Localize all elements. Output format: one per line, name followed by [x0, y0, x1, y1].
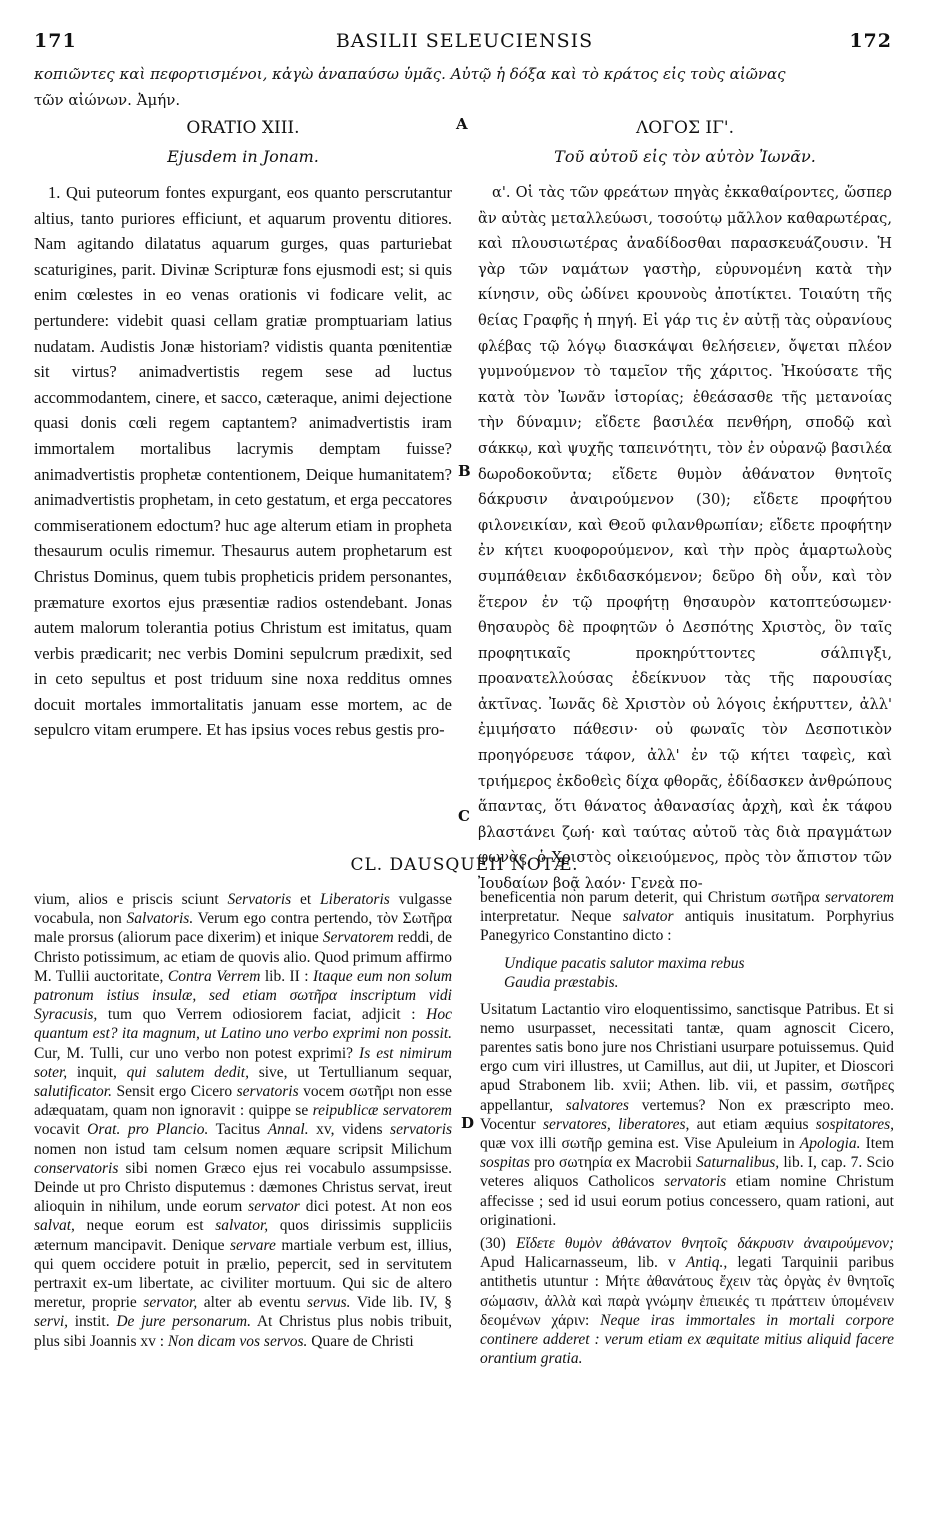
- notes-right-column: [480, 888, 894, 1368]
- text-run: servatores, liberatores,: [542, 1115, 690, 1133]
- text-run: Cur, M. Tulli, cur uno verbo non potest exprimi?: [34, 1044, 360, 1062]
- text-run: servi,: [34, 1313, 69, 1331]
- note-30: [480, 1234, 894, 1368]
- text-run: tum quo Verrem odiosiorem faciat, adjicit :: [97, 1006, 427, 1024]
- notes-right-paragraph-1: [480, 888, 894, 946]
- text-run: Non dicam vos servos.: [167, 1332, 308, 1350]
- text-run: xv, videns: [308, 1121, 391, 1139]
- text-run: salvatores: [565, 1096, 629, 1114]
- greek-paragraph: α'. Οἱ τὰς τῶν φρεάτων πηγὰς ἐκκαθαίροντες, ὥσπερ ἂν αὐτὰς μεταλλεύωσι, τοσούτῳ μᾶλλον καθαρωτέρας, καὶ πλουσιωτέρας ἀναδίδοσθαι παρασκευάζουσιν. Ἡ γὰρ τῶν ναμάτων γαστὴρ, εὐρυνομένη κατὰ τὴν κίνησιν, οὓς ὠδίνει κρουνοὺς ἀποτίκτει. Τοιαύτη τῆς θείας Γραφῆς ἡ πηγή. Εἰ γάρ τις ἐν αὐτῇ τὰς οὐρανίους φλέβας τῷ λόγῳ διασκάψαι θελήσειεν, ὄψεται πλέον γυμνούμενον τὸ ταμεῖον τῆς χάριτος. Ἠκούσατε τῆς κατὰ τὸν Ἰωνᾶν ἱστορίας; ἐθεάσασθε τῆς μετανοίας τὴν δύναμιν; εἴδετε βασιλέα πενθήρη, σποδῷ καὶ σάκκῳ, καὶ ψυχῆς ταπεινότητι, τὸν ἐν οὐρανῷ βασιλέα δωροδοκοῦντα; εἴδετε θυμὸν ἀθάνατον θνητοῖς δάκρυσιν ἀναιρούμενον (30); εἴδετε προφήτου φιλονεικίαν, καὶ Θεοῦ φιλανθρωπίαν; εἴδετε προφήτην ἐν κήτει κυοφορούμενον, καὶ τὴν πρὸς ἁμαρτωλοὺς συμπάθειαν ἐκδιδασκόμενον; δεῦρο δὴ οὖν, καὶ τὸν ἕτερον ἐν τῷ προφήτῃ θησαυρὸν κατοπτεύσωμεν· θησαυρὸς δὲ προφητῶν ὁ Δεσπότης Χριστὸς, ὃν ταῖς προφητικαῖς προκηρύττοντες σάλπιγξι, προανατελλούσας ἐδείκνυον τὰς τῆς παρουσίας ἀκτῖνας. Ἰωνᾶς δὲ Χριστὸν οὐ λόγοις ἐκήρυττεν, ἀλλ' ἐμιμήσατο πάθεσιν· οὐ φωναῖς τὸν Δεσποτικὸν προηγόρευσε τάφον, ἀλλ' ἐν τῷ κήτει ταφεὶς, καὶ τριήμερος ἐκδοθεὶς δίχα φθορᾶς, ἐδίδασκεν ἀνθρώπους ἅπαντας, ὅτι θάνατος ἀθανασίας ἀρχὴ, καὶ ἐκ τάφου βλαστάνει ζωή· καὶ ταύτας αὐτοῦ τὰς διὰ πραγμάτων φωνὰς, ὁ Χριστὸς οἰκειούμενος, πρὸς τὸν ἄπιστον τῶν Ἰουδαίων βοᾷ λαόν· Γενεὰ πο-: [478, 184, 892, 893]
- text-run: vocem σωτῆρι non esse adæquatam, quam non ignoravit : quippe se: [34, 1083, 452, 1120]
- text-run: quos dirissimis suppliciis æternum mancipavit. Denique: [34, 1217, 452, 1254]
- greek-oration-subtitle: Τοῦ αὐτοῦ εἰς τὸν αὐτὸν Ἰωνᾶν.: [554, 147, 816, 166]
- text-run: conservatoris: [34, 1159, 119, 1177]
- margin-letter-b: B: [458, 462, 471, 480]
- text-run: Orat. pro Plancio.: [87, 1121, 209, 1139]
- greek-oration-title: ΛΟΓΟΣ ΙΓ'.: [636, 118, 734, 138]
- latin-text-column: [34, 180, 452, 743]
- latin-oration-subtitle: Ejusdem in Jonam.: [167, 147, 319, 166]
- text-run: salutificator.: [34, 1083, 112, 1101]
- text-run: inquit,: [67, 1063, 127, 1081]
- text-run: servatorem: [824, 889, 894, 906]
- text-run: Item: [860, 1135, 895, 1153]
- text-run: Hoc quantum est? ita magnum, ut Latino uno verbo exprimi non possit.: [34, 1006, 452, 1043]
- text-run: aut etiam æquius: [689, 1115, 816, 1133]
- verse-line-2: Gaudia præstabis.: [504, 973, 619, 991]
- text-run: nomen non istud tam celsum nomen æquare scripsit Milichum: [34, 1140, 452, 1158]
- text-run: lib. I, cap. 7. Scio veteres aliquos Catholicos: [480, 1154, 895, 1191]
- page-number-right: 172: [849, 30, 892, 52]
- margin-letter-c: C: [458, 807, 470, 825]
- text-run: Sensit ergo Cicero: [111, 1083, 237, 1101]
- latin-paragraph: 1. Qui puteorum fontes expurgant, eos quanto perscrutantur altius, tanto puriores efficiunt, et aquarum proventu ditiores. Nam agitando dilatatus aquarum gurges, quas parturiebat scaturigines, parit. Divinæ Scripturæ fons ejusmodi est; si quis enim cœlestes in eo venas orationis vi fodicare velit, ac pertundere: videbit quasi cellam gratiæ promptuariam latius nudatam. Audistis Jonæ historiam? vidistis quanta pœnitentiæ sit virtus? animadvertistis regem sese ad luctus accommodantem, cinere, et sacco, cæteraque, animi dejectione quasi donis cœli regem captantem? animadvertistis iram immortalem mortalibus lacrymis demptam fuisse? animadvertistis prophetæ contentionem, Deique humanitatem? animadvertistis prophetam, in ceto gestatum, et erga peccatores commiserationem edoctum? huc age alterum etiam in propheta thesaurum oculis rimemur. Thesaurus autem prophetarum est Christus Dominus, quem tubis propheticis pridem personantes, præmature exortos ejus præsentiæ radios ostendebant. Jonas autem malorum tolerantia potius Christum est imitatus, quam verbis prædicarit; nec verbis Domini sepulcrum prædixit, sed in ceto sepultus et post triduum sine noxa redditus omnes docuit mortales immortalitatis januam esse mortem, ac de sepulcro vitam erumpere. Et has ipsius voces rebus gestis pro-: [34, 183, 453, 740]
- text-run: Verum ego contra pertendo, τὸν Σωτῆρα male prorsus (aliorum pace dixerim) et inique: [34, 910, 452, 947]
- text-run: Εἴδετε θυμὸν ἀθάνατον θνητοῖς δάκρυσιν ἀναιρούμενον;: [515, 1235, 894, 1253]
- text-run: Neque iras immortales in mortali corpore continere adderet : verum etiam ex æquitate mitius aliquid facere orantium gratia.: [480, 1311, 894, 1368]
- margin-letter-d: D: [461, 1114, 475, 1132]
- margin-letter-a: A: [456, 115, 468, 133]
- text-run: servare: [229, 1236, 276, 1254]
- text-run: Quare de Christi: [307, 1332, 414, 1350]
- text-run: servatoris: [236, 1083, 299, 1101]
- text-run: Liberatoris: [320, 891, 390, 908]
- text-run: Servatorem: [322, 929, 394, 947]
- text-run: servatoris: [390, 1121, 453, 1139]
- text-run: Annal.: [267, 1121, 309, 1139]
- text-run: servus.: [307, 1294, 351, 1312]
- latin-oration-title: ORATIO XIII.: [186, 118, 300, 138]
- text-run: quæ vox illi σωτῆρ gemina est. Vise Apuleium in: [480, 1135, 800, 1153]
- text-run: reipublicæ servatorem: [312, 1102, 453, 1120]
- text-run: servator,: [143, 1294, 198, 1312]
- text-run: servator: [248, 1198, 300, 1216]
- text-run: etiam nomine Christum affecisse ; sed id usui eorum potius concessero, quam rationi, aut originationi.: [480, 1173, 894, 1229]
- text-run: Itaque eum non solum patronum istius insulæ, sed etiam σωτῆρα inscriptum vidi Syracusis,: [34, 967, 453, 1024]
- text-run: servatoris: [664, 1173, 727, 1191]
- text-run: salvator,: [215, 1217, 269, 1235]
- text-run: instit.: [68, 1313, 117, 1331]
- text-run: antiquis inusitatum. Porphyrius Panegyrico Constantino dicto :: [480, 908, 894, 945]
- text-run: sospitatores,: [815, 1115, 894, 1133]
- text-run: salvator: [622, 908, 674, 926]
- text-run: pro σωτηρία ex Macrobii: [529, 1154, 697, 1172]
- text-run: sive, ut Tertullianum sequar,: [248, 1063, 453, 1081]
- text-run: qui salutem dedit,: [126, 1063, 249, 1081]
- greek-text-column: [478, 180, 892, 897]
- text-run: dici potest. At non eos: [299, 1198, 452, 1216]
- running-title: BASILII SELEUCIENSIS: [335, 30, 594, 52]
- text-run: De jure personarum.: [116, 1313, 251, 1331]
- text-run: Apologia.: [799, 1135, 861, 1153]
- text-run: Servatoris: [227, 891, 292, 908]
- text-run: Contra Verrem: [167, 967, 261, 985]
- page-number-left: 171: [34, 30, 77, 52]
- quoted-verse: [480, 954, 894, 992]
- text-run: salvat,: [34, 1217, 75, 1235]
- text-run: Tacitus: [208, 1121, 268, 1139]
- text-run: Is est nimirum soter,: [34, 1044, 452, 1081]
- text-run: Salvatoris.: [126, 910, 194, 928]
- text-run: martiale verbum est, illius, qui quem occidere potuit in prælio, pepercit, sed in servitutem pertraxit ex-um libertate, ac civiliter mortuum. Qui sic de altero meretur, proprie: [34, 1236, 452, 1312]
- text-run: Saturnalibus,: [696, 1154, 780, 1172]
- text-run: beneficentia non parum deterit, qui Christum σωτῆρα: [480, 889, 825, 906]
- text-run: sibi nomen Græco ejus rei vocabulo assumpsisse. Deinde ut pro Christo disputemus : dæmones Christus servat, ireut alioquin in nihilum, unde eorum: [34, 1159, 452, 1216]
- text-run: At Christus plus nobis tribuit, plus sibi Joannis xv :: [34, 1313, 453, 1350]
- notes-left-paragraph: [34, 890, 452, 1351]
- text-run: neque eorum est: [74, 1217, 216, 1235]
- verse-line-1: Undique pacatis salutor maxima rebus: [504, 954, 745, 972]
- notes-left-column: [34, 890, 452, 1351]
- text-run: (30): [480, 1235, 516, 1253]
- text-run: vertemus? Non ex præscripto meo. Vocentur: [480, 1096, 895, 1133]
- text-run: Vide lib. IV, §: [350, 1294, 453, 1312]
- text-run: alter ab eventu: [197, 1294, 308, 1312]
- text-run: Antiq.,: [685, 1254, 728, 1272]
- continuation-line-2: τῶν αἰώνων. Ἀμήν.: [34, 91, 181, 109]
- text-run: vulgasse vocabula, non: [34, 891, 452, 928]
- text-run: vocavit: [34, 1121, 88, 1139]
- notes-right-paragraph-2: [480, 1000, 894, 1230]
- text-run: legati Tarquinii paribus antithetis utuntur : Μήτε ἀθανάτους ἔχειν τὰς ὀργὰς ἐν θνητοῖς σώμασιν, ἀλλὰ καὶ παρὰ γνώμην ἐπιεικές τι πράττειν ὑπομένειν δεομένων χάριν:: [480, 1254, 894, 1329]
- notes-heading: CL. DAUSQUEII NOTÆ.: [350, 855, 579, 875]
- text-run: Usitatum Lactantio viro eloquentissimo, sanctisque Patribus. Et si nemo usurpasset, necessitati tantæ, quam agnoscit Cicero, parentes satis bono jure nos Christiani usurpare potuissemus. Quid ergo cum viri illustres, ut Camillus, aut dii, ut Jupiter, et Dioscori apud Strabonem lib. xvii; Athen. lib. vii, et passim, σωτῆρες appellantur,: [480, 1000, 894, 1114]
- text-run: sospitas: [480, 1154, 530, 1172]
- text-run: Apud Halicarnasseum, lib. v: [480, 1254, 686, 1272]
- text-run: et: [291, 891, 321, 908]
- text-run: reddi, de Christo potissimum, ac etiam de quovis alio. Quod primum affirmo M. Tullii auctoritate,: [34, 929, 452, 985]
- continuation-line-1: κοπιῶντες καὶ πεφορτισμένοι, κἀγὼ ἀναπαύσω ὑμᾶς. Αὐτῷ ἡ δόξα καὶ τὸ κράτος εἰς τοὺς αἰῶνας: [34, 65, 786, 83]
- text-run: lib. II :: [260, 967, 314, 985]
- text-run: interpretatur. Neque: [480, 908, 623, 926]
- text-run: vium, alios e priscis sciunt: [34, 891, 228, 908]
